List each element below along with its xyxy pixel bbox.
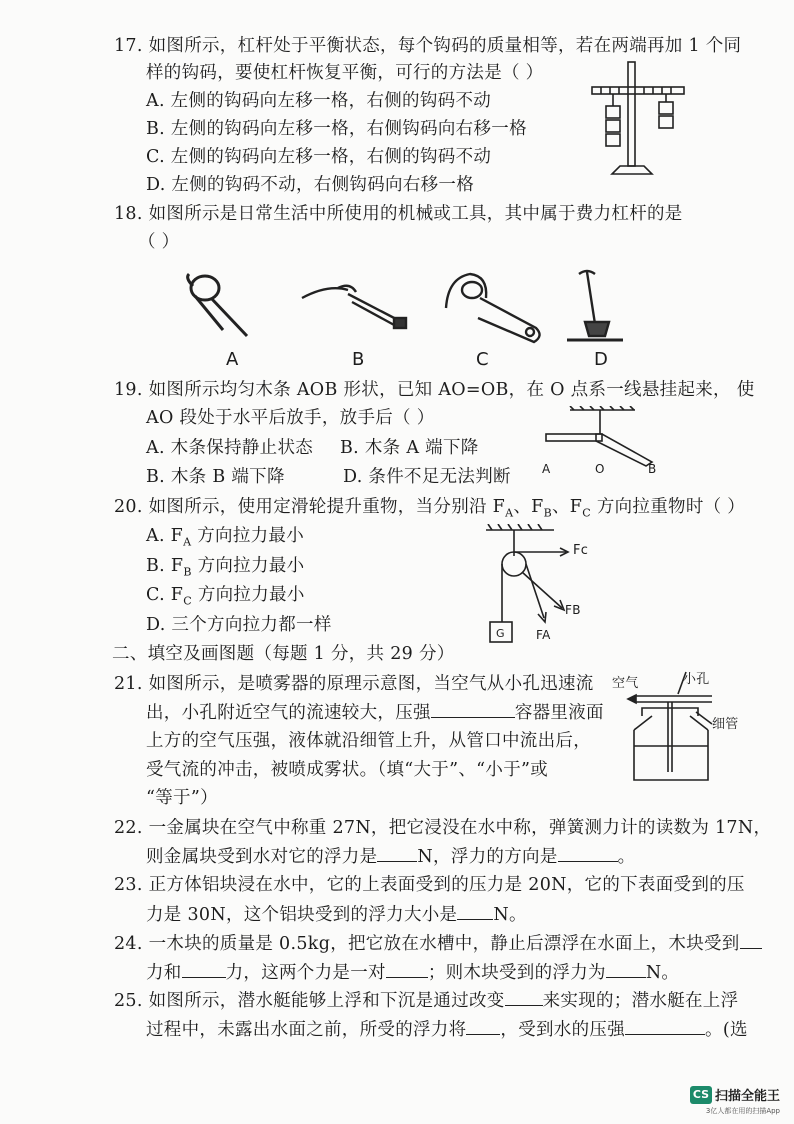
q20-option-c: C. $F_C$ 方向拉力最小 bbox=[146, 585, 305, 608]
camscanner-logo-icon: CS bbox=[690, 1086, 712, 1104]
q24-blank-3[interactable] bbox=[386, 959, 428, 978]
scanner-watermark bbox=[690, 1084, 780, 1116]
q22-line1: 22. 一金属块在空气中称重 27N，把它浸没在水中称，弹簧测力计的读数为 17N， bbox=[114, 818, 772, 838]
q20-option-d: D. 三个方向拉力都一样 bbox=[146, 615, 332, 635]
q21-line3: 上方的空气压强，液体就沿细管上升，从管口中流出后， bbox=[146, 731, 591, 751]
q22-line2: 则金属块受到水对它的浮力是 N，浮力的方向是 。 bbox=[146, 843, 635, 870]
q17-stem-line2: 样的钩码，要使杠杆恢复平衡，可行的方法是（ ） bbox=[146, 63, 544, 83]
q20-fig-label-fa: FA bbox=[536, 628, 551, 642]
q18-tool-c-opener bbox=[440, 268, 550, 348]
q24-line1: 24. 一木块的质量是 0.5kg，把它放在水槽中，静止后漂浮在水面上，木块受到 bbox=[114, 930, 762, 957]
q23-line1: 23. 正方体铝块浸在水中，它的上表面受到的压力是 20N，它的下表面受到的压 bbox=[114, 875, 745, 895]
section-2-heading: 二、填空及画图题（每题 1 分，共 29 分） bbox=[112, 644, 455, 664]
q22-blank-buoyancy[interactable] bbox=[377, 843, 417, 862]
q21-line5: “等于”） bbox=[146, 788, 218, 808]
q17-option-a: A. 左侧的钩码向左移一格，右侧的钩码不动 bbox=[146, 91, 492, 111]
q18-tool-a-tongs bbox=[175, 268, 265, 348]
q19-fig-label-a: A bbox=[542, 462, 551, 476]
q17-option-c: C. 左侧的钩码向左移一格，右侧的钩码不动 bbox=[146, 147, 492, 167]
q24-line2: 力和 力，这两个力是一对 ；则木块受到的浮力为 N。 bbox=[146, 959, 679, 986]
q18-stem-line1: 18. 如图所示是日常生活中所使用的机械或工具，其中属于费力杠杆的是 bbox=[114, 204, 683, 224]
q24-blank-2[interactable] bbox=[182, 959, 226, 978]
q21-fig-label-air: 空气 bbox=[612, 676, 639, 691]
q18-label-d: D bbox=[594, 349, 609, 370]
q18-label-a: A bbox=[226, 349, 239, 370]
q20-option-a: A. $F_A$ 方向拉力最小 bbox=[146, 526, 305, 549]
q23-blank[interactable] bbox=[457, 901, 493, 920]
q17-option-b: B. 左侧的钩码向左移一格，右侧钩码向右移一格 bbox=[146, 119, 527, 139]
q20-fig-label-fc: Fc bbox=[573, 543, 589, 558]
scanner-app-name: 扫描全能王 bbox=[714, 1089, 780, 1104]
q21-fig-label-hole: 小孔 bbox=[683, 672, 710, 687]
scanner-app-tagline: 3亿人都在用的扫描App bbox=[705, 1107, 780, 1115]
q18-tool-b-pliers bbox=[298, 276, 413, 341]
q17-lever-figure bbox=[588, 60, 698, 185]
q21-line4: 受气流的冲击，被喷成雾状。（填“大于”、“小于”或 bbox=[146, 760, 549, 780]
q24-blank-1[interactable] bbox=[740, 930, 762, 949]
q21-blank[interactable] bbox=[431, 699, 515, 718]
q23-line2: 力是 30N，这个铝块受到的浮力大小是 N。 bbox=[146, 901, 527, 928]
q18-stem-line2: （ ） bbox=[138, 232, 180, 252]
q20-option-b: B. $F_B$ 方向拉力最小 bbox=[146, 556, 305, 579]
q18-label-b: B bbox=[352, 349, 365, 370]
q19-option-b-second: B. 木条 B 端下降 bbox=[146, 467, 285, 487]
q19-option-b-first: B. 木条 A 端下降 bbox=[340, 438, 479, 458]
q21-fig-label-tube: 细管 bbox=[712, 717, 739, 732]
q19-option-d: D. 条件不足无法判断 bbox=[343, 467, 511, 487]
q20-fig-label-fb: FB bbox=[565, 603, 581, 617]
q17-stem-line1: 17. 如图所示，杠杆处于平衡状态，每个钩码的质量相等，若在两端再加 1 个同 bbox=[114, 36, 742, 56]
q19-fig-label-b: B bbox=[648, 462, 657, 476]
q17-option-d: D. 左侧的钩码不动，右侧钩码向右移一格 bbox=[146, 175, 475, 195]
q18-label-c: C bbox=[476, 349, 489, 370]
q21-line2: 出，小孔附近空气的流速较大，压强 容器里液面 bbox=[146, 699, 604, 726]
q25-blank-2[interactable] bbox=[466, 1016, 500, 1035]
q19-fig-label-o: O bbox=[595, 462, 605, 476]
q18-tool-d-shovel bbox=[565, 266, 625, 346]
q19-stem-line2: AO 段处于水平后放手，放手后（ ） bbox=[146, 408, 435, 428]
q25-blank-3[interactable] bbox=[625, 1016, 705, 1035]
q25-line1: 25. 如图所示，潜水艇能够上浮和下沉是通过改变 来实现的；潜水艇在上浮 bbox=[114, 987, 738, 1014]
q19-stem-line1: 19. 如图所示均匀木条 AOB 形状，已知 AO=OB，在 O 点系一线悬挂起来， 使 bbox=[114, 380, 755, 400]
q21-line1: 21. 如图所示，是喷雾器的原理示意图，当空气从小孔迅速流 bbox=[114, 674, 594, 694]
q19-option-a: A. 木条保持静止状态 bbox=[146, 438, 314, 458]
q22-blank-direction[interactable] bbox=[558, 843, 618, 862]
q25-line2: 过程中，未露出水面之前，所受的浮力将 ，受到水的压强 。(选 bbox=[146, 1016, 748, 1043]
q20-fig-label-g: G bbox=[496, 627, 505, 640]
q25-blank-1[interactable] bbox=[505, 987, 543, 1006]
q20-stem: 20. 如图所示，使用定滑轮提升重物，当分别沿 $F_A$、$F_B$、$F_C$ 方向拉重物时（ ） bbox=[114, 497, 746, 520]
q24-blank-4[interactable] bbox=[606, 959, 646, 978]
